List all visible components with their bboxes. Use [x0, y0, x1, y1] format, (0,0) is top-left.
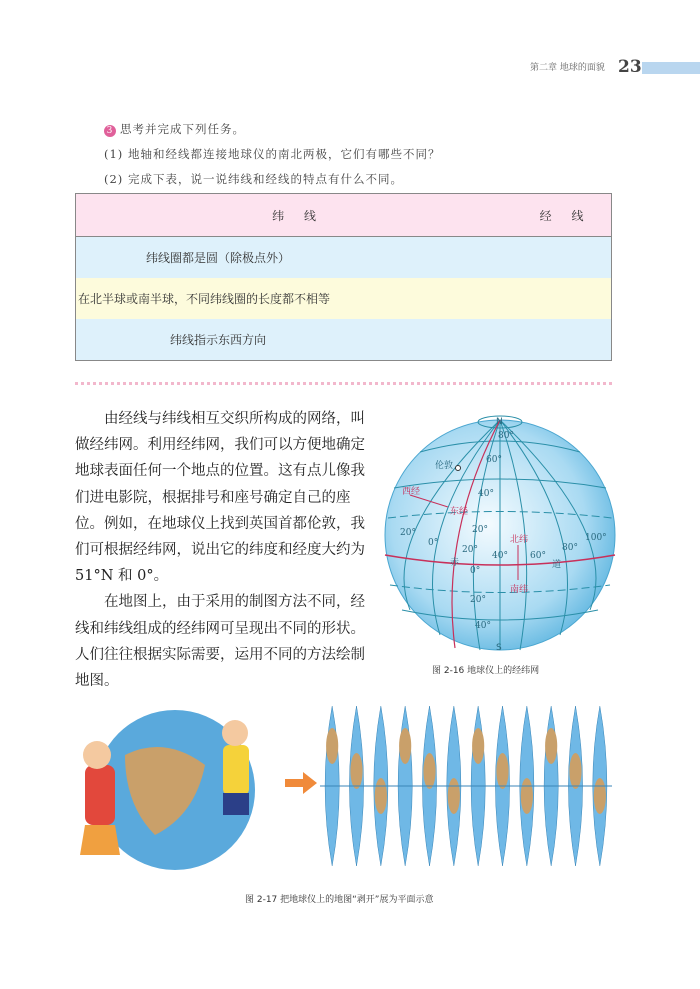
land-shape [399, 728, 411, 764]
header-bar [642, 62, 700, 74]
north-label: N [496, 417, 503, 427]
lon-label: 60° [530, 551, 546, 561]
land-shape [375, 778, 387, 814]
land-shape [423, 753, 435, 789]
page-number: 23 [618, 57, 642, 77]
lon-label: 20° [400, 528, 416, 538]
land-shape [350, 753, 362, 789]
lat-label: 60° [486, 455, 502, 465]
equator-label: 道 [552, 560, 562, 570]
divider [75, 382, 612, 385]
lon-label: 0° [428, 538, 439, 548]
land-shape [521, 778, 533, 814]
lat-label: 20° [472, 525, 488, 535]
lat-label: 0° [470, 566, 481, 576]
figure-caption-2-16: 图 2-16 地球仪上的经纬网 [432, 666, 540, 676]
cell-empty[interactable] [520, 278, 611, 319]
cell-empty[interactable] [520, 319, 611, 361]
children-globe-illustration [75, 705, 265, 875]
south-latitude-label: 南纬 [510, 585, 529, 595]
body-text [75, 406, 375, 694]
land-shape [545, 728, 557, 764]
globe-figure [380, 410, 620, 660]
lat-label: 40° [478, 489, 494, 499]
london-label: 伦敦 [435, 461, 454, 471]
lat-label: 40° [475, 621, 491, 631]
land-shape [569, 753, 581, 789]
activity-number: 3 [104, 125, 116, 137]
activity-title-text: 思考并完成下列任务。 [120, 122, 245, 136]
header-longitude: 经 线 [520, 194, 611, 237]
land-shape [326, 728, 338, 764]
west-longitude-label: 西经 [402, 487, 421, 497]
cell-empty[interactable] [520, 237, 611, 279]
figure-caption-2-17: 图 2-17 把地球仪上的地图“剥开”展为平面示意 [245, 895, 434, 905]
lon-label: 80° [562, 543, 578, 553]
lon-label: 20° [462, 545, 478, 555]
land-shape [448, 778, 460, 814]
question-1: (1) 地轴和经线都连接地球仪的南北两极，它们有哪些不同？ [104, 147, 441, 161]
cell: 纬线指示东西方向 [76, 319, 521, 361]
lat-label: 80° [498, 431, 514, 441]
interrupted-map-gores [320, 706, 612, 866]
question-2: (2) 完成下表，说一说纬线和经线的特点有什么不同。 [104, 172, 403, 186]
chapter-header: 第二章 地球的面貌 [530, 63, 605, 73]
land-shape [594, 778, 606, 814]
header-latitude: 纬 线 [76, 194, 521, 237]
land-shape [496, 753, 508, 789]
north-latitude-label: 北纬 [510, 535, 529, 545]
comparison-table [75, 193, 612, 361]
paragraph: 由经线与纬线相互交织所构成的网络，叫做经纬网。利用经纬网，我们可以方便地确定地球表面任何一个地点的位置。这有点儿像我们进电影院，根据排号和座号确定自己的座位。例如，在地球仪上找到英国首都伦敦，我们可根据经纬网，说出它的纬度和经度大约为 51°N 和 0°。 [75, 411, 365, 585]
land-shape [472, 728, 484, 764]
cell: 在北半球或南半球，不同纬线圈的长度都不相等 [76, 278, 521, 319]
south-label: S [496, 643, 502, 653]
equator-label: 赤 [450, 558, 460, 568]
lat-label: 20° [470, 595, 486, 605]
paragraph: 在地图上，由于采用的制图方法不同，经线和纬线组成的经纬网可呈现出不同的形状。人们往往根据实际需要，运用不同的方法绘制地图。 [75, 594, 365, 690]
arrow-icon [285, 772, 317, 794]
lon-label: 100° [585, 533, 607, 543]
cell: 纬线圈都是圆（除极点外） [76, 237, 521, 279]
east-longitude-label: 东经 [450, 507, 469, 517]
lon-label: 40° [492, 551, 508, 561]
activity-title [104, 121, 245, 137]
